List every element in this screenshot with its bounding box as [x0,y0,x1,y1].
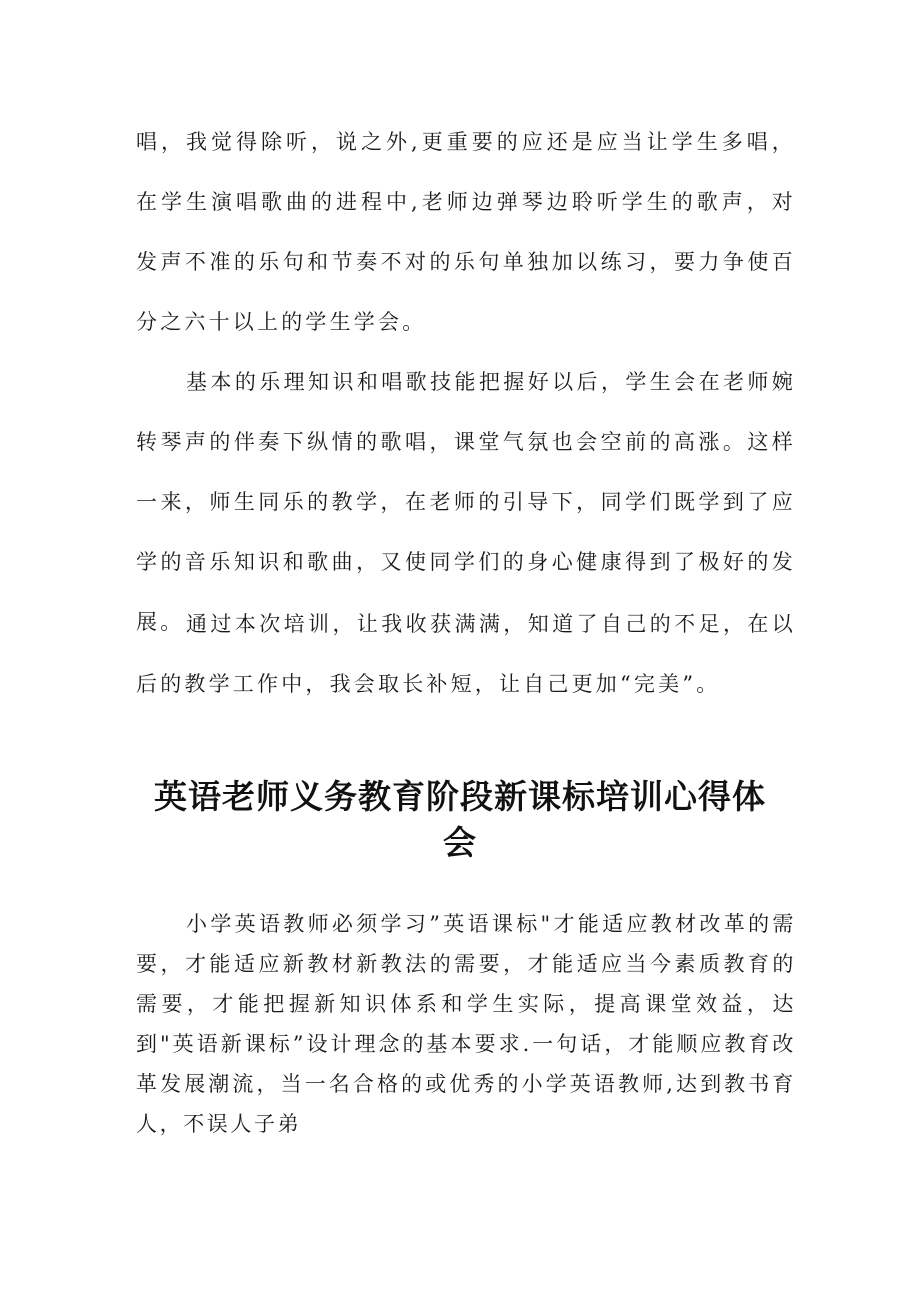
paragraph-singing: 唱，我觉得除听，说之外,更重要的应还是应当让学生多唱，在学生演唱歌曲的进程中,老师边弹琴边聆听学生的歌声，对发声不准的乐句和节奏不对的乐句单独加以练习，要力争使百分之六十以上的学生学会。 [136,130,796,334]
paragraph-english-curriculum: 小学英语教师必须学习”英语课标"才能适应教材改革的需要，才能适应新教材新教法的需要，才能适应当今素质教育的需要，才能把握新知识体系和学生实际，提高课堂效益，达到"英语新课标”设计理念的基本要求.一句话，才能顺应教育改革发展潮流，当一名合格的或优秀的小学英语教师,达到教书育人，不误人子弟 [136,912,796,1136]
paragraph-music-theory: 基本的乐理知识和唱歌技能把握好以后，学生会在老师婉转琴声的伴奏下纵情的歌唱，课堂气氛也会空前的高涨。这样一来，师生同乐的教学，在老师的引导下，同学们既学到了应学的音乐知识和歌曲，又使同学们的身心健康得到了极好的发展。 [136,370,796,634]
article-title: 英语老师义务教育阶段新课标培训心得体会 [154,777,766,862]
paragraph-training-summary: 通过本次培训，让我收获满满，知道了自己的不足，在以后的教学工作中，我会取长补短，让自己更加“完美”。 [136,612,796,696]
